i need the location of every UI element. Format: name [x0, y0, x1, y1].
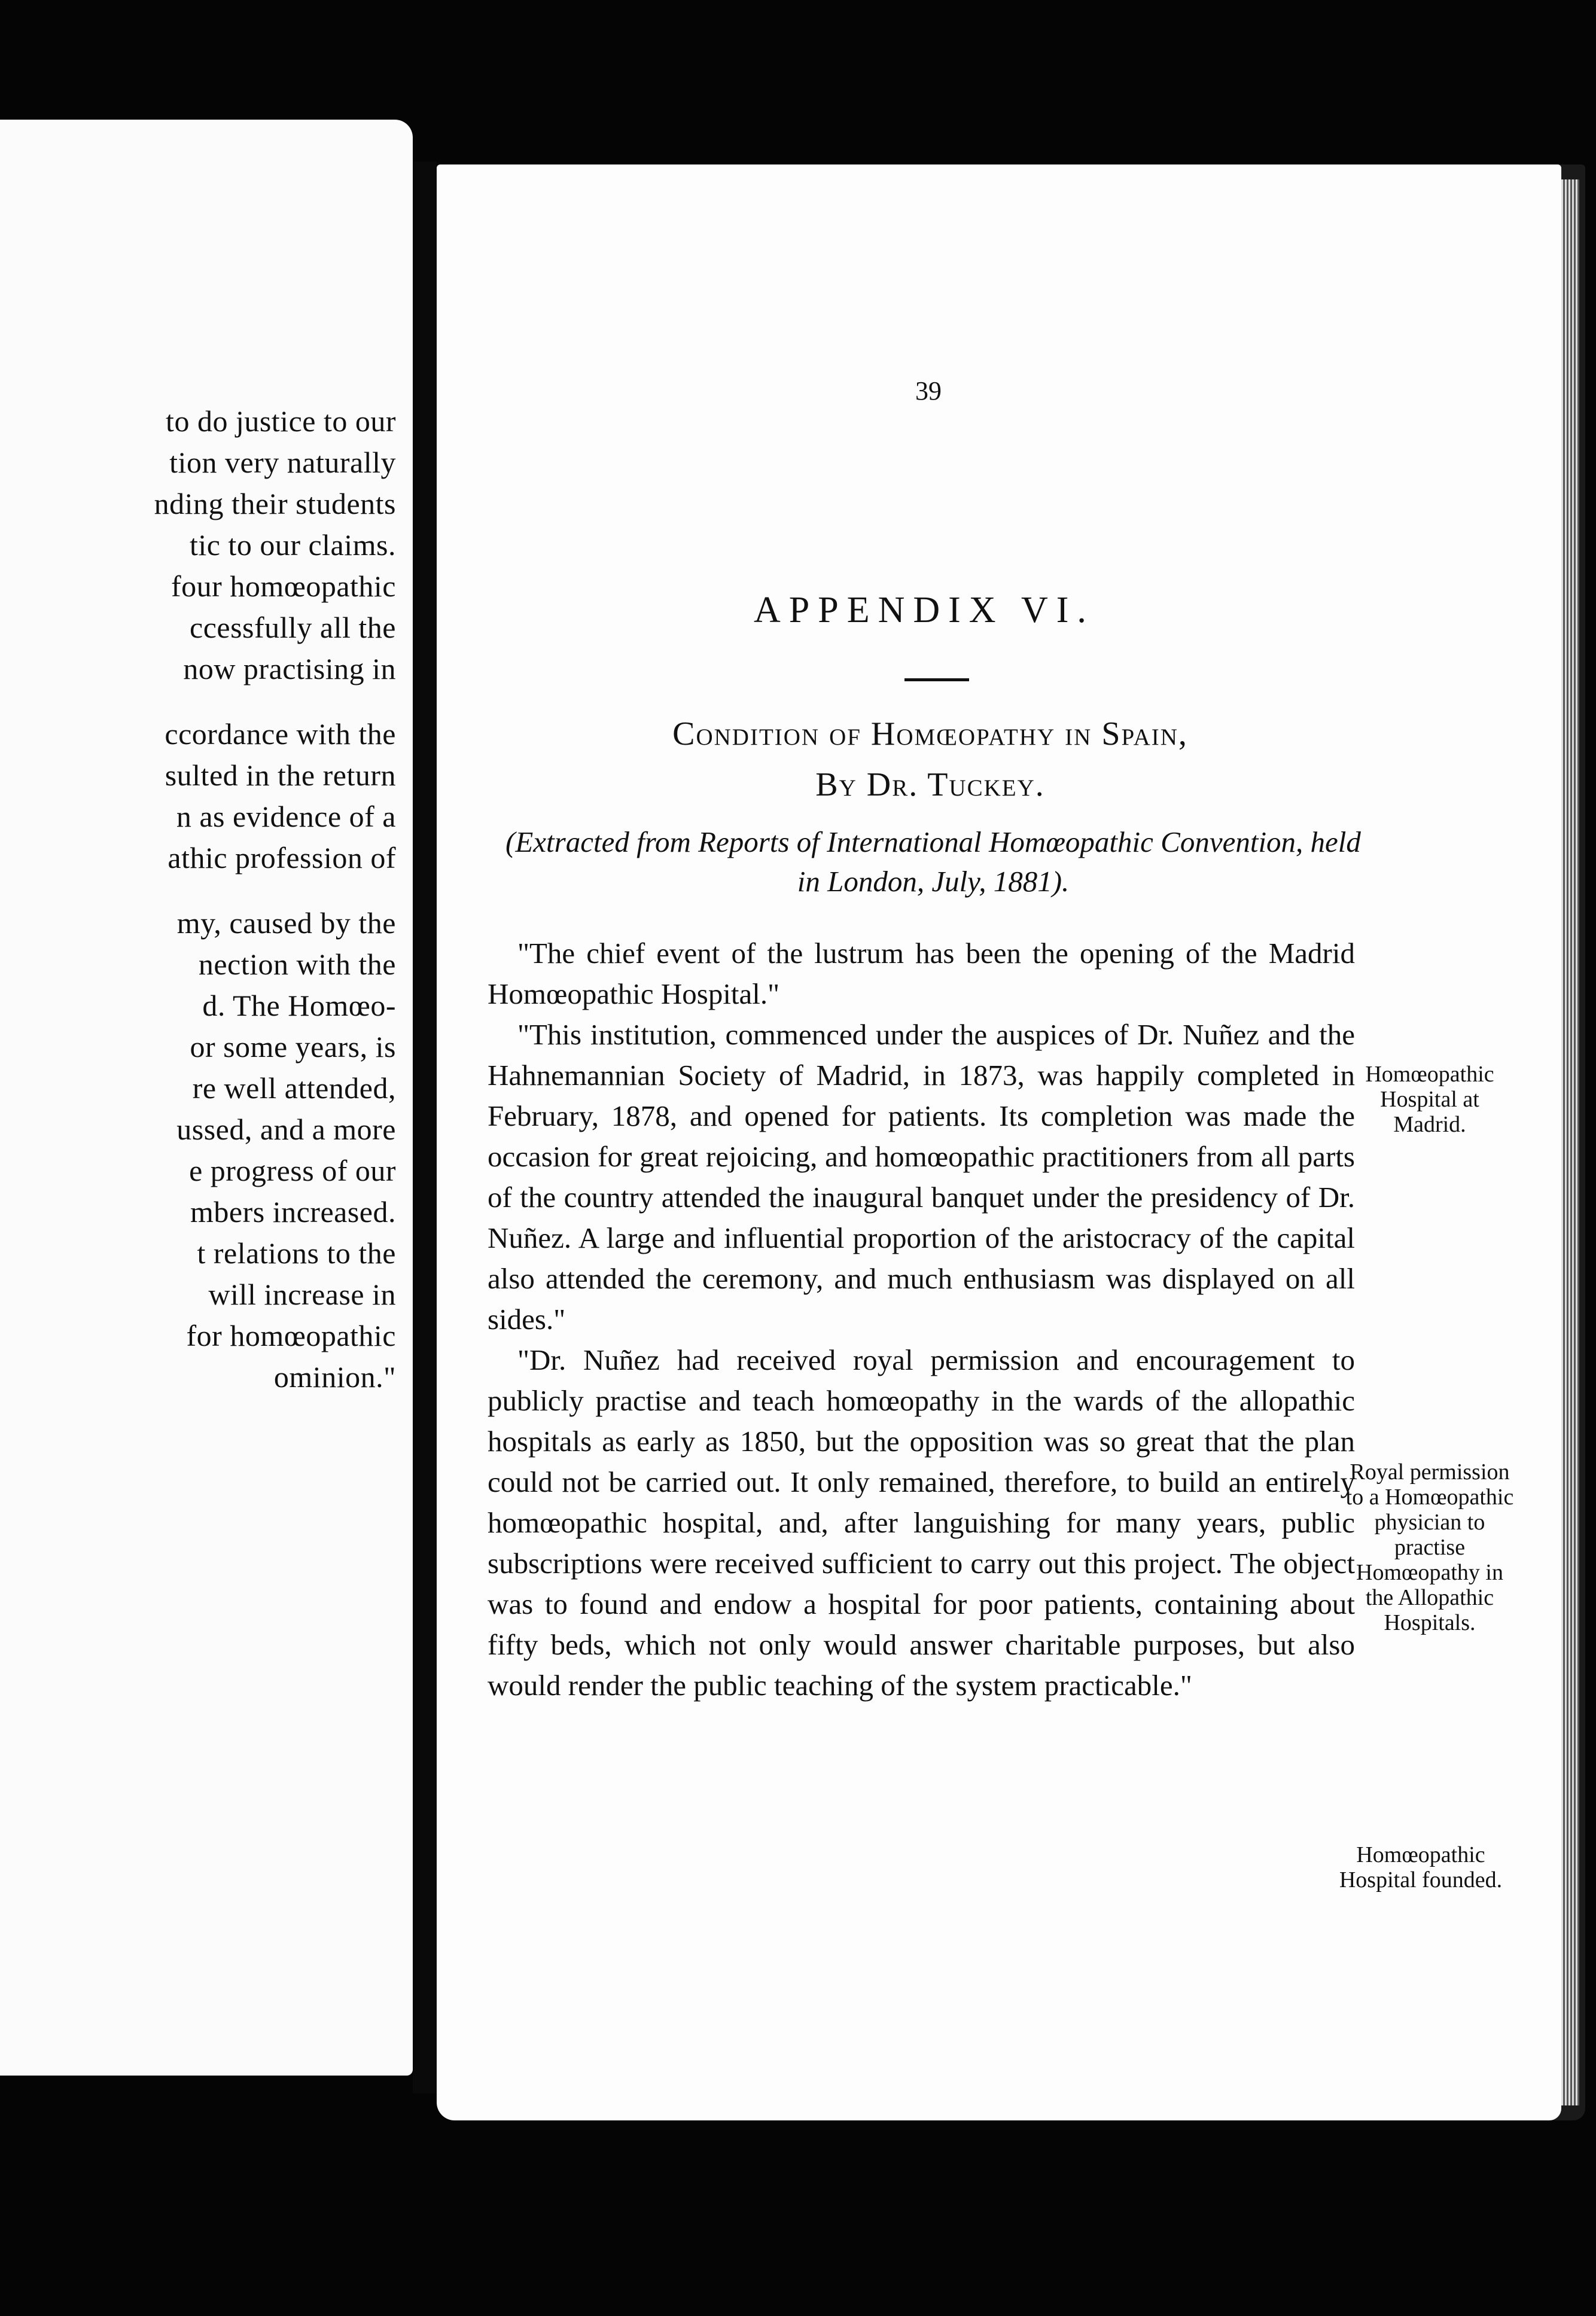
left-page-line: to do justice to our: [166, 404, 396, 438]
left-page-line: e progress of our: [189, 1154, 396, 1187]
left-page-line: my, caused by the: [176, 906, 396, 940]
margin-note: Homœopathic Hospital at Madrid.: [1365, 1062, 1494, 1137]
left-page-line: t relations to the: [197, 1236, 396, 1270]
left-page-line: four homœopathic: [171, 569, 396, 603]
left-page-line: or some years, is: [190, 1030, 396, 1063]
extract-note: (Extracted from Reports of International Homœopathic Convention, held in London, July, 1881).: [505, 825, 1361, 898]
left-page-line: ccordance with the: [165, 717, 396, 751]
margin-note: Homœopathic Hospital founded.: [1339, 1842, 1503, 1893]
paragraph: "The chief event of the lustrum has been the opening of the Madrid Homœopathic Hospital.": [488, 937, 1355, 1010]
margin-note: Royal permission to a Homœopathic physician to practise Homœopathy in the Allopathic Hospitals.: [1345, 1459, 1514, 1635]
section-author: By Dr. Tuckey.: [815, 766, 1045, 803]
left-page-line: athic profession of: [167, 841, 396, 874]
left-page-line: d. The Homœo-: [202, 989, 396, 1022]
left-page-line: ominion.": [273, 1360, 396, 1394]
section-heading: Condition of Homœopathy in Spain,: [672, 715, 1188, 752]
left-page-line: nding their students: [154, 487, 396, 520]
page-number: 39: [915, 376, 942, 406]
left-page-line: nection with the: [198, 947, 396, 981]
left-page-line: ccessfully all the: [190, 611, 396, 644]
left-facing-page: [0, 120, 413, 2076]
left-page-line: mbers increased.: [190, 1195, 396, 1229]
paragraph: "This institution, commenced under the auspices of Dr. Nuñez and the Hahnemannian Society of Madrid, in 1873, was happily completed in February, 1878, and opened for patients. Its completion was made the occasion for great rejoicing, and homœopathic practitioners from all parts of the country attended the inaugural banquet under the presidency of Dr. Nuñez. A large and influential proportion of the aristocracy of the capital also attended the ceremony, and much enthusiasm was displayed on all sides.": [488, 1018, 1355, 1336]
left-page-line: re well attended,: [192, 1071, 396, 1105]
left-page-line: will increase in: [208, 1278, 396, 1311]
left-page-line: for homœopathic: [186, 1319, 396, 1352]
left-page-line: tic to our claims.: [189, 528, 396, 562]
left-page-line: n as evidence of a: [176, 800, 396, 833]
body-text: [488, 933, 1355, 1706]
page-edges: [1561, 179, 1579, 2105]
left-page-line: ussed, and a more: [176, 1113, 396, 1146]
book-spine: [413, 161, 437, 2093]
title-rule: [904, 678, 969, 681]
appendix-title: APPENDIX VI.: [754, 590, 1095, 630]
left-page-line: tion very naturally: [169, 446, 396, 479]
paragraph: "Dr. Nuñez had received royal permission and encouragement to publicly practise and teach homœopathy in the wards of the allopathic hospitals as early as 1850, but the opposition was so great that the plan could not be carried out. It only remained, therefore, to build an entirely homœopathic hospital, and, after languishing for many years, public subscriptions were received sufficient to carry out this project. The object was to found and endow a hospital for poor patients, containing about fifty beds, which not only would answer charitable purposes, but also would render the public teaching of the system practicable.": [488, 1343, 1355, 1702]
left-page-line: now practising in: [183, 652, 396, 685]
left-page-line: sulted in the return: [165, 758, 396, 792]
